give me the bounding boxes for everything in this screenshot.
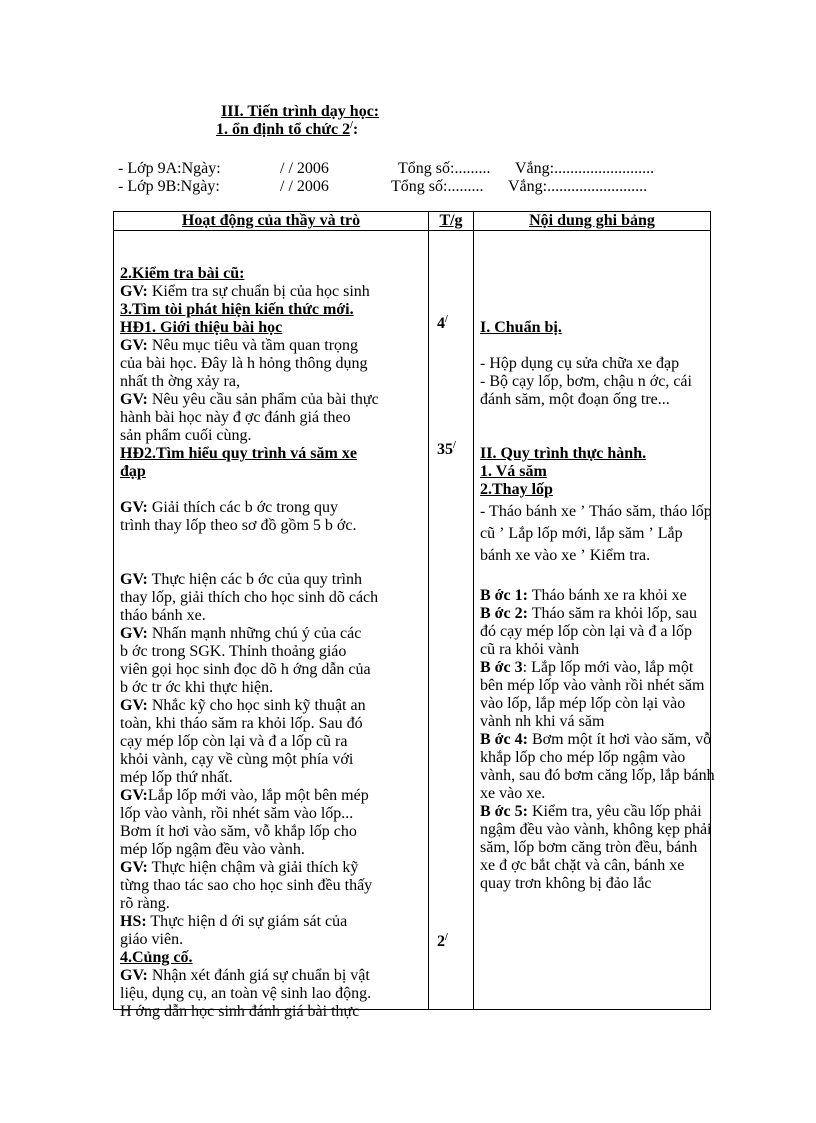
text-line: mép lốp thứ nhất.: [120, 769, 233, 786]
quytrinh-title: II. Quy trình thực hành.: [480, 445, 647, 462]
subtitle-colon: :: [352, 121, 359, 138]
step-line: B ớc 5: Kiểm tra, yêu cầu lốp phải: [480, 803, 702, 820]
text-line: viên gọi học sinh đọc dõ h ớng dẫn của: [120, 661, 371, 678]
text-line: thay lốp, giải thích cho học sinh dõ cách: [120, 589, 379, 606]
text-line: cũ ra khỏi vành: [480, 641, 580, 658]
class-total: Tổng số:.........: [391, 178, 484, 195]
lesson-table: [113, 211, 715, 1020]
text-line: - Hộp dụng cụ sửa chữa xe đạp: [480, 355, 680, 372]
table-body-row: [114, 231, 711, 1010]
table-header-row: [114, 212, 711, 231]
time-value: 2/: [437, 932, 448, 950]
class-absent: Vắng:.........................: [508, 178, 648, 195]
class-date: / / 2006: [280, 178, 329, 195]
text-line: vành, sau đó bơm căng lốp, lắp bánh: [480, 767, 715, 784]
hd1-title: HĐ1. Giới thiệu bài học: [120, 319, 283, 336]
time-value: 35/: [437, 440, 456, 458]
flow-line: bánh xe vào xe ʼ Kiểm tra.: [480, 547, 651, 564]
text-line: Bơm ít hơi vào săm, vỗ khắp lốp cho: [120, 823, 357, 840]
gv-line: GV: Nhắc kỹ cho học sinh kỹ thuật an: [120, 697, 366, 714]
text-line: của bài học. Đây là h hỏng thông dụng: [120, 355, 368, 372]
class-total: Tổng số:.........: [398, 160, 491, 177]
text-line: lốp vào vành, rồi nhét săm vào lốp...: [120, 805, 354, 822]
minute-mark: /: [350, 120, 353, 131]
header-activity: Hoạt động của thầy và trò: [114, 212, 429, 231]
gv-line: GV:Lắp lốp mới vào, lắp một bên mép: [120, 787, 369, 804]
text-line: quay trơn không bị đảo lắc: [480, 875, 652, 892]
header-time: T/g: [429, 212, 474, 231]
class-label: - Lớp 9B:Ngày:: [118, 178, 220, 195]
step-line: B ớc 1: Tháo bánh xe ra khỏi xe: [480, 587, 687, 604]
kiemtra-title: 2.Kiểm tra bài cũ:: [120, 265, 245, 282]
gv-line: GV: Thực hiện chậm và giải thích kỹ: [120, 859, 359, 876]
gv-line: GV: Nhận xét đánh giá sự chuẩn bị vật: [120, 967, 370, 984]
text-line: mép lốp ngậm đều vào vành.: [120, 841, 305, 858]
text-line: tháo bánh xe.: [120, 607, 206, 624]
text-line: xe vào xe.: [480, 785, 546, 802]
vasam-title: 1. Vá săm: [480, 463, 547, 480]
time-value: 4/: [437, 314, 448, 332]
text-line: giáo viên.: [120, 931, 184, 948]
text-line: xe đ ợc bắt chặt và cân, bánh xe: [480, 857, 685, 874]
gv-line: GV: Thực hiện các b ớc của quy trình: [120, 571, 362, 588]
text-line: trình thay lốp theo sơ đồ gồm 5 b ớc.: [120, 517, 357, 534]
gv-line: GV: Giải thích các b ớc trong quy: [120, 499, 339, 516]
content-cell: [474, 231, 715, 1010]
gv-line: GV: Kiểm tra sự chuẩn bị của học sinh: [120, 283, 370, 300]
gv-line: GV: Nêu mục tiêu và tầm quan trọng: [120, 337, 359, 354]
class-date: / / 2006: [280, 160, 329, 177]
timtoi-title: 3.Tìm tòi phát hiện kiến thức mới.: [120, 301, 354, 318]
text-line: vành nh khi vá săm: [480, 713, 605, 730]
hs-line: HS: Thực hiện d ới sự giám sát của: [120, 913, 348, 930]
section-subtitle: [216, 121, 358, 139]
text-line: bên mép lốp vào vành rồi nhét săm: [480, 677, 705, 694]
hd2-title-cont: đạp: [120, 463, 146, 480]
text-line: khỏi vành, cạy về cùng một phía với: [120, 751, 354, 768]
text-line: vào lốp, lắp mép lốp còn lại vào: [480, 695, 686, 712]
text-line: rõ ràng.: [120, 895, 170, 912]
text-line: b ớc tr ớc khi thực hiện.: [120, 679, 274, 696]
flow-line: - Tháo bánh xe ʼ Tháo săm, tháo lốp: [480, 503, 712, 520]
subtitle-text: 1. ổn định tổ chức 2: [216, 121, 351, 138]
gv-line: GV: Nêu yêu cầu sản phẩm của bài thực: [120, 391, 379, 408]
text-line: đánh săm, một đoạn ống tre...: [480, 391, 670, 408]
text-line: sản phẩm cuối cùng.: [120, 427, 252, 444]
section-title: III. Tiến trình dạy học:: [221, 103, 380, 120]
text-line: H ớng dẫn học sinh đánh giá bài thực: [120, 1003, 360, 1020]
text-line: ngậm đều vào vành, không kẹp phải: [480, 821, 712, 838]
text-line: cạy mép lốp còn lại và đ a lốp cũ ra: [120, 733, 348, 750]
class-absent: Vắng:.........................: [515, 160, 655, 177]
activity-cell: [114, 231, 429, 1020]
cungco-title: 4.Củng cố.: [120, 949, 193, 966]
header-content: Nội dung ghi bảng: [474, 212, 711, 231]
text-line: hành bài học này đ ợc đánh giá theo: [120, 409, 351, 426]
thaylop-title: 2.Thay lốp: [480, 481, 553, 498]
text-line: khắp lốp cho mép lốp ngậm vào: [480, 749, 686, 766]
text-line: nhất th ờng xảy ra,: [120, 373, 240, 390]
hd2-title: HĐ2.Tìm hiểu quy trình vá săm xe: [120, 445, 357, 462]
text-line: săm, lốp bơm căng tròn đều, bánh: [480, 839, 698, 856]
text-line: b ớc trong SGK. Thỉnh thoảng giáo: [120, 643, 347, 660]
step-line: B ớc 2: Tháo săm ra khỏi lốp, sau: [480, 605, 697, 622]
class-label: - Lớp 9A:Ngày:: [118, 160, 221, 177]
text-line: - Bộ cạy lốp, bơm, chậu n ớc, cái: [480, 373, 692, 390]
step-line: B ớc 4: Bơm một ít hơi vào săm, vỗ: [480, 731, 712, 748]
chuanbi-title: I. Chuẩn bị.: [480, 319, 562, 336]
text-line: liệu, dụng cụ, an toàn vệ sinh lao động.: [120, 985, 372, 1002]
text-line: đó cạy mép lốp còn lại và đ a lốp: [480, 623, 692, 640]
gv-line: GV: Nhấn mạnh những chú ý của các: [120, 625, 362, 642]
text-line: toàn, khi tháo săm ra khỏi lốp. Sau đó: [120, 715, 363, 732]
step-line: B ớc 3: Lắp lốp mới vào, lắp một: [480, 659, 694, 676]
time-cell: [429, 231, 474, 1010]
text-line: từng thao tác sao cho học sinh đều thấy: [120, 877, 373, 894]
flow-line: cũ ʼ Lắp lốp mới, lắp săm ʼ Lắp: [480, 525, 683, 542]
